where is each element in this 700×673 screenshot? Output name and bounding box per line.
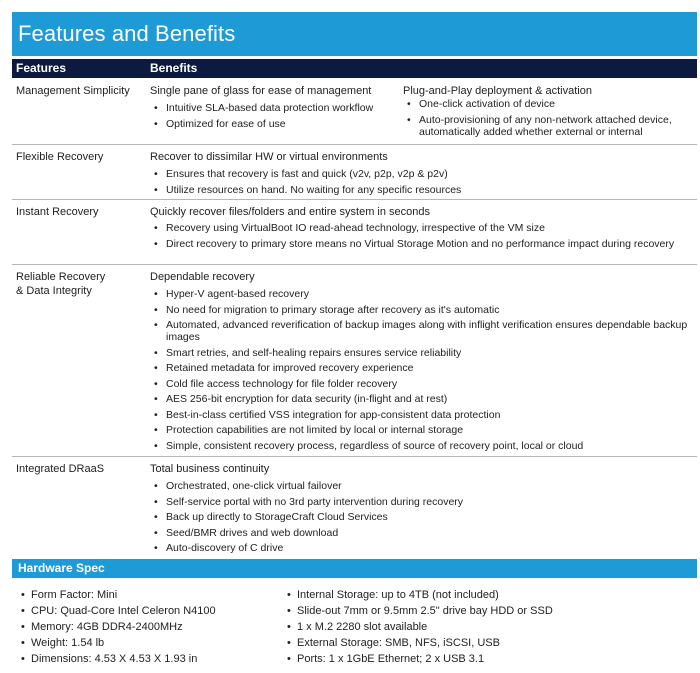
feature-label: Management Simplicity	[16, 85, 130, 97]
benefit-lead: Single pane of glass for ease of management	[150, 85, 372, 97]
list-item: • Recovery using VirtualBoot IO read-ahead technology, irrespective of the VM size	[150, 222, 690, 234]
benefit-list	[150, 288, 690, 455]
page-title: Features and Benefits	[18, 21, 236, 46]
benefit-list-secondary	[403, 98, 695, 141]
list-item: • Memory: 4GB DDR4-2400MHz	[17, 621, 272, 634]
feature-label: Integrated DRaaS	[16, 463, 105, 475]
list-item: • Dimensions: 4.53 X 4.53 X 1.93 in	[17, 653, 272, 666]
list-item: • Smart retries, and self-healing repairs ensures service reliability	[150, 347, 690, 359]
feature-label-line2: & Data Integrity	[16, 285, 92, 297]
list-item: • Seed/BMR drives and web download	[150, 527, 690, 539]
list-item: • Orchestrated, one-click virtual failover	[150, 480, 690, 492]
list-item: • AES 256-bit encryption for data security (in-flight and at rest)	[150, 393, 690, 405]
feature-label: Flexible Recovery	[16, 151, 104, 163]
list-item: • One-click activation of device	[403, 98, 695, 110]
benefits-column-header: Benefits	[150, 61, 198, 75]
list-item: • Internal Storage: up to 4TB (not included)	[283, 589, 683, 602]
title-banner	[12, 12, 697, 56]
list-item: • Cold file access technology for file folder recovery	[150, 378, 690, 390]
list-item: • Direct recovery to primary store means no Virtual Storage Motion and no performance impact during recovery	[150, 238, 690, 250]
list-item: • No need for migration to primary storage after recovery as it's automatic	[150, 304, 690, 316]
feature-label-line1: Reliable Recovery	[16, 271, 106, 283]
list-item: • Optimized for ease of use	[150, 118, 400, 130]
table-row-flexible-recovery	[12, 144, 697, 200]
list-item: • Ports: 1 x 1GbE Ethernet; 2 x USB 3.1	[283, 653, 683, 666]
benefit-lead: Dependable recovery	[150, 271, 255, 283]
feature-label: Instant Recovery	[16, 206, 99, 218]
table-header	[12, 59, 697, 78]
list-item: • Slide-out 7mm or 9.5mm 2.5" drive bay HDD or SSD	[283, 605, 683, 618]
list-item: • Form Factor: Mini	[17, 589, 272, 602]
list-item: • 1 x M.2 2280 slot available	[283, 621, 683, 634]
list-item: • Hyper-V agent-based recovery	[150, 288, 690, 300]
table-row-integrated-draas	[12, 456, 697, 556]
list-item: • Utilize resources on hand. No waiting for any specific resources	[150, 184, 690, 196]
list-item: • Automated, advanced reverification of backup images along with inflight verification ensures dependable backup images	[150, 319, 690, 343]
list-item: • Ensures that recovery is fast and quick (v2v, p2p, v2p & p2v)	[150, 168, 690, 180]
list-item: • Self-service portal with no 3rd party intervention during recovery	[150, 496, 690, 508]
table-row-management-simplicity	[12, 78, 697, 145]
hardware-spec-list-left	[17, 589, 272, 669]
benefit-list	[150, 102, 400, 133]
benefit-lead-secondary: Plug-and-Play deployment & activation	[403, 85, 592, 97]
benefit-lead: Recover to dissimilar HW or virtual environments	[150, 151, 388, 163]
features-column-header: Features	[16, 61, 67, 75]
list-item: • Auto-discovery of C drive	[150, 542, 690, 554]
hardware-spec-banner	[12, 559, 697, 578]
list-item: • Auto-provisioning of any non-network attached device, automatically added whether external or internal	[403, 114, 695, 138]
list-item: • Protection capabilities are not limited by local or internal storage	[150, 424, 690, 436]
list-item: • Weight: 1.54 lb	[17, 637, 272, 650]
list-item: • Retained metadata for improved recovery experience	[150, 362, 690, 374]
list-item: • Intuitive SLA-based data protection workflow	[150, 102, 400, 114]
benefit-list	[150, 222, 690, 253]
benefit-lead: Quickly recover files/folders and entire system in seconds	[150, 206, 431, 218]
table-row-instant-recovery	[12, 199, 697, 265]
hardware-spec-list-right	[283, 589, 683, 669]
benefit-lead: Total business continuity	[150, 463, 270, 475]
list-item: • Back up directly to StorageCraft Cloud Services	[150, 511, 690, 523]
benefit-list	[150, 480, 690, 558]
table-row-reliable-recovery	[12, 264, 697, 457]
list-item: • Best-in-class certified VSS integration for app-consistent data protection	[150, 409, 690, 421]
feature-label	[16, 270, 141, 298]
list-item: • CPU: Quad-Core Intel Celeron N4100	[17, 605, 272, 618]
benefit-list	[150, 168, 690, 199]
hardware-spec-title: Hardware Spec	[18, 561, 105, 575]
list-item: • External Storage: SMB, NFS, iSCSI, USB	[283, 637, 683, 650]
list-item: • Simple, consistent recovery process, regardless of source of recovery point, local or cloud	[150, 440, 690, 452]
